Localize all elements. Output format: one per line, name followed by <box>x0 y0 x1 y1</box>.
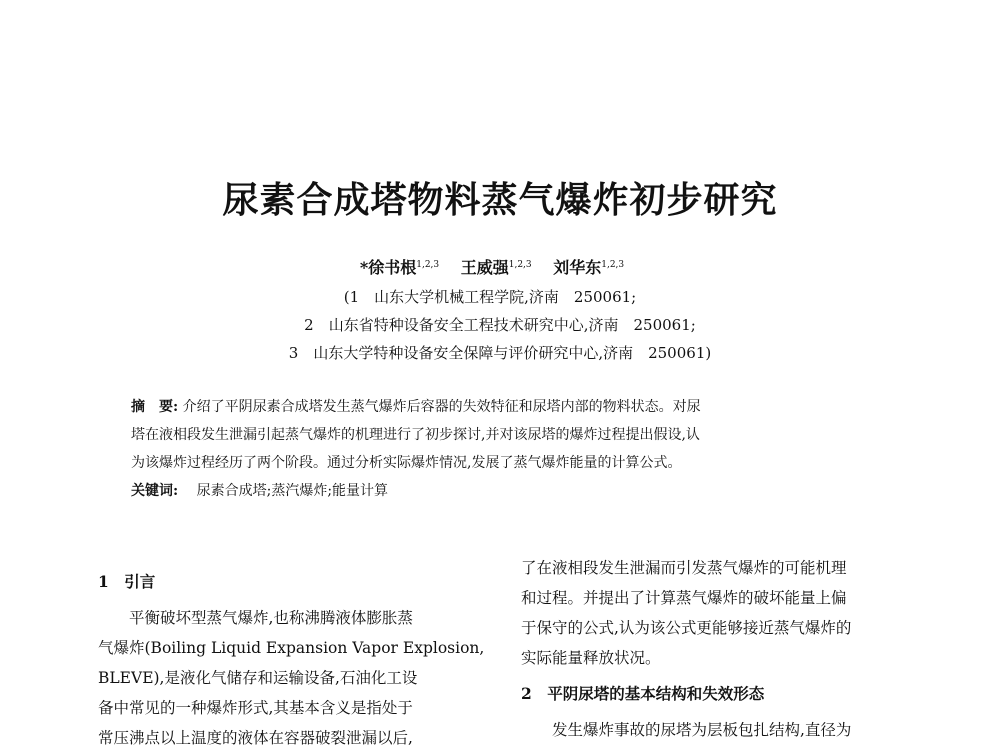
text-line: 和过程。并提出了计算蒸气爆炸的破坏能量上偏 <box>521 589 847 607</box>
abstract-label: 摘 要: <box>131 399 179 415</box>
affiliation-1: (1 山东大学机械工程学院,济南 250061; <box>343 288 637 306</box>
abstract-line: 为该爆炸过程经历了两个阶段。通过分析实际爆炸情况,发展了蒸气爆炸能量的计算公式。 <box>131 455 682 471</box>
abstract-line: 介绍了平阴尿素合成塔发生蒸气爆炸后容器的失效特征和尿塔内部的物料状态。对尿 <box>182 399 701 415</box>
abstract-line: 塔在液相段发生泄漏引起蒸气爆炸的机理进行了初步探讨,并对该尿塔的爆炸过程提出假设,认 <box>131 427 700 443</box>
affiliation-3: 3 山东大学特种设备安全保障与评价研究中心,济南 250061) <box>288 344 712 362</box>
text-line: 实际能量释放状况。 <box>521 649 661 667</box>
left-column-text <box>98 603 498 753</box>
text-line: 常压沸点以上温度的液体在容器破裂泄漏以后, <box>98 729 413 747</box>
text-line: 发生爆炸事故的尿塔为层板包扎结构,直径为 <box>521 721 852 739</box>
author-affil-sup: 1,2,3 <box>601 259 625 270</box>
author-list <box>0 255 1000 278</box>
author-name: *徐书根 <box>359 258 417 277</box>
text-line: 气爆炸(Boiling Liquid Expansion Vapor Explosion, <box>98 639 485 657</box>
author-affil-sup: 1,2,3 <box>508 259 532 270</box>
section-heading-2: 2 平阴尿塔的基本结构和失效形态 <box>521 684 765 703</box>
author-name: 刘华东 <box>553 258 602 277</box>
affiliation-2: 2 山东省特种设备安全工程技术研究中心,济南 250061; <box>304 316 696 334</box>
text-line: BLEVE),是液化气储存和运输设备,石油化工设 <box>98 669 418 687</box>
author-affil-sup: 1,2,3 <box>416 259 440 270</box>
text-line: 了在液相段发生泄漏而引发蒸气爆炸的可能机理 <box>521 559 847 577</box>
text-line: 备中常见的一种爆炸形式,其基本含义是指处于 <box>98 699 413 717</box>
keywords: 尿素合成塔;蒸汽爆炸;能量计算 <box>196 483 389 499</box>
right-column-text <box>521 553 921 673</box>
author-name: 王威强 <box>460 258 509 277</box>
keywords-label: 关键词: <box>131 483 179 499</box>
section-heading-1: 1 引言 <box>98 572 156 591</box>
paper-title: 尿素合成塔物料蒸气爆炸初步研究 <box>222 179 778 221</box>
text-line: 平衡破坏型蒸气爆炸,也称沸腾液体膨胀蒸 <box>98 609 413 627</box>
abstract <box>131 393 891 505</box>
text-line: 于保守的公式,认为该公式更能够接近蒸气爆炸的 <box>521 619 852 637</box>
